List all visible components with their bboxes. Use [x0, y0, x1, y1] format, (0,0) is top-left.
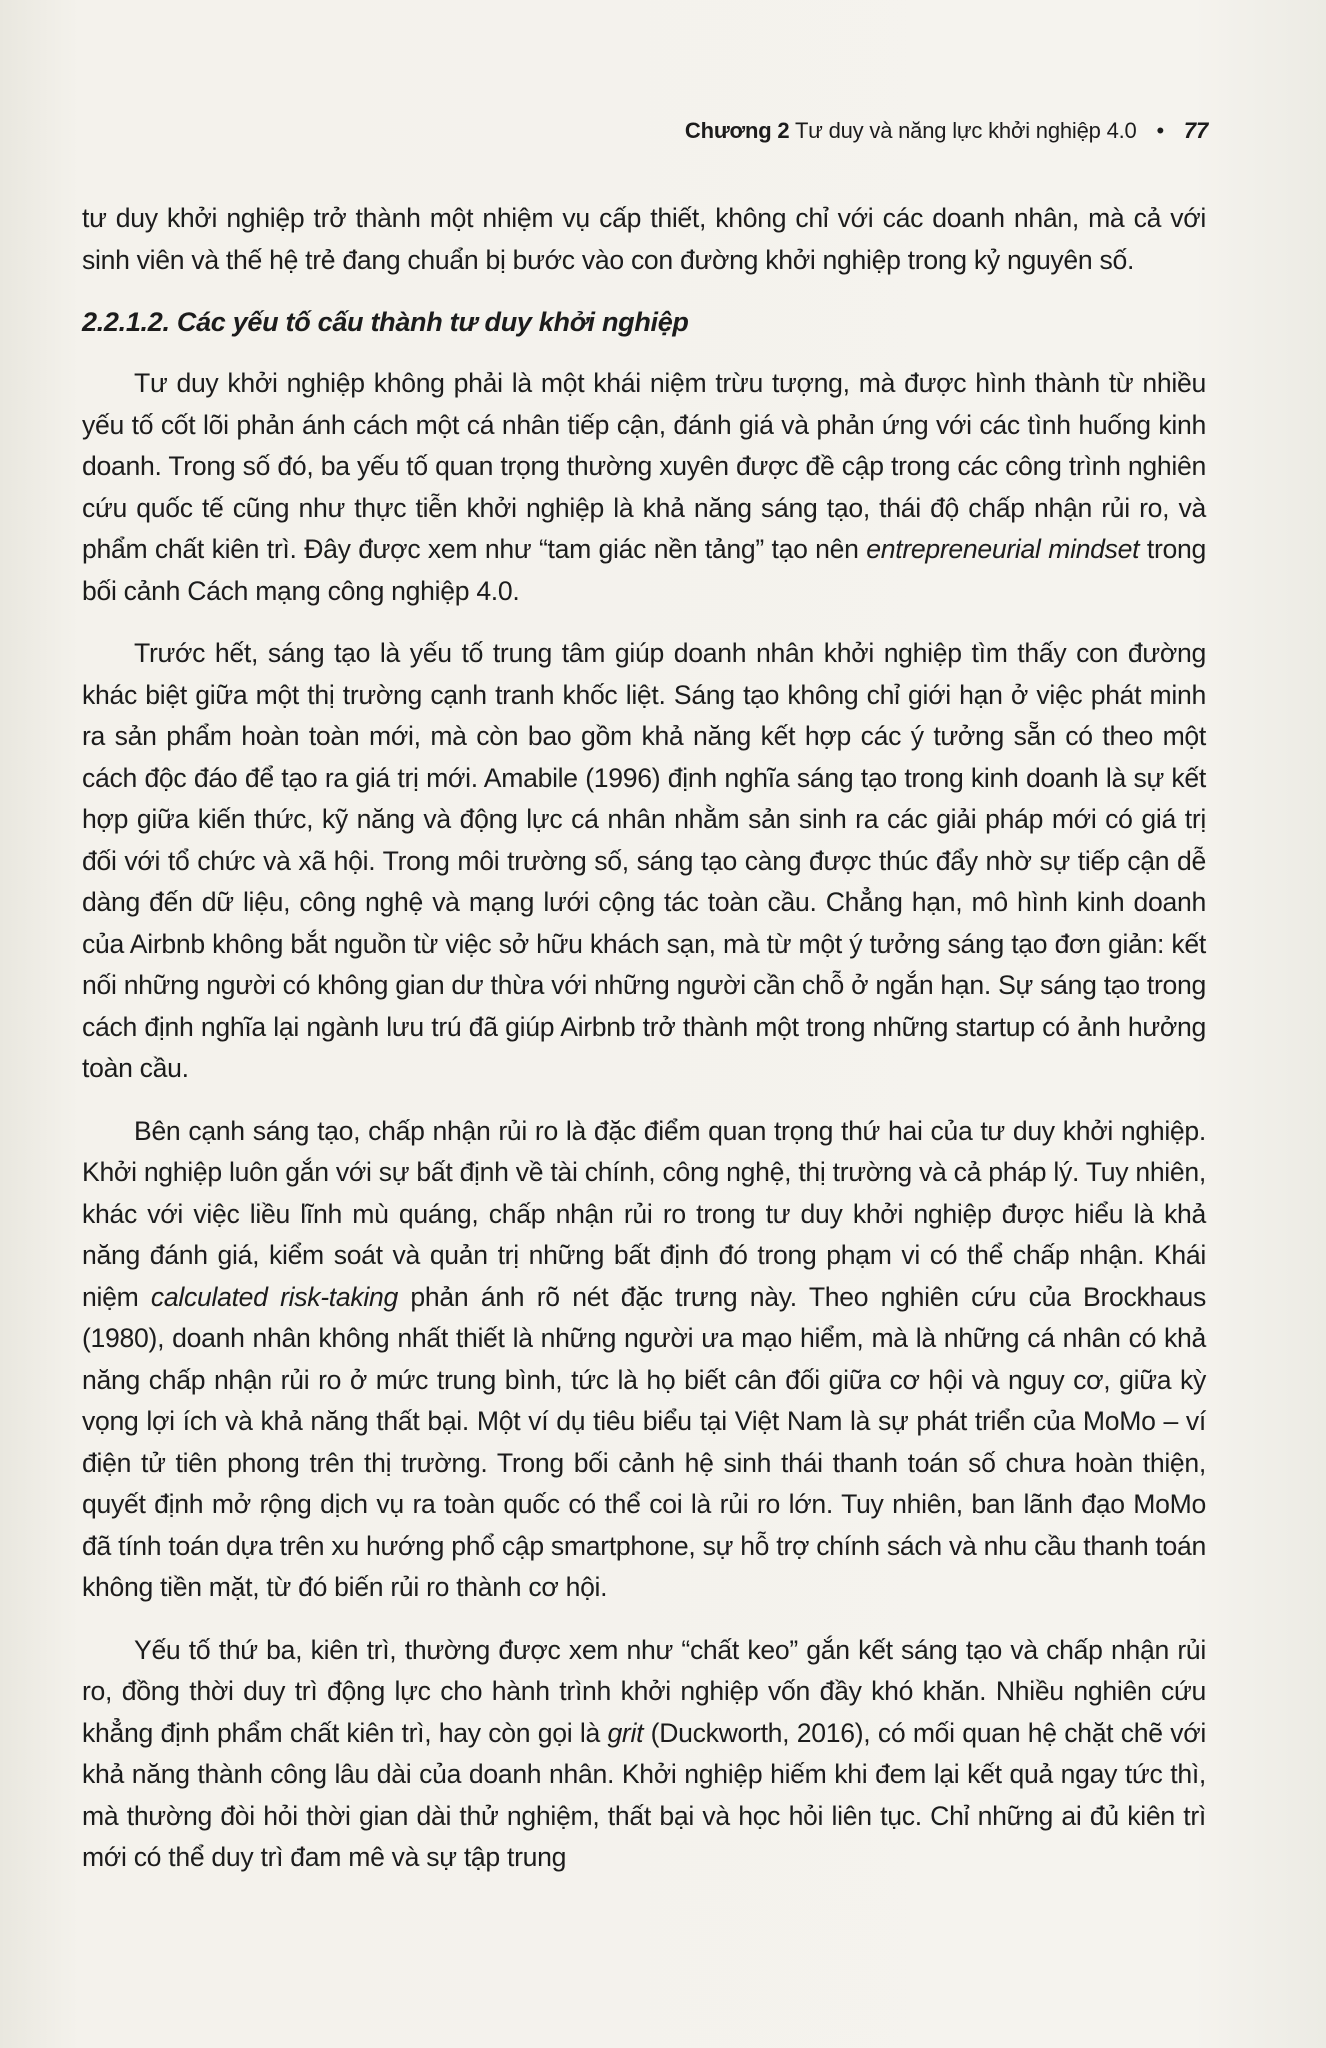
paragraph-text: Tư duy khởi nghiệp không phải là một khái niệm trừu tượng, mà được hình thành từ nhiều yếu tố cốt lõi phản ánh cách một cá nhân tiếp cận, đánh giá và phản ứng với các tình huống kinh doanh. Trong số đó, ba yếu tố quan trọng thường xuyên được đề cập trong các công trình nghiên cứu quốc tế cũng như thực tiễn khởi nghiệp là khả năng sáng tạo, thái độ chấp nhận rủi ro, và phẩm chất kiên trì. Đây được xem như “tam giác nền tảng” tạo nên	[82, 368, 1206, 564]
header-separator: •	[1156, 118, 1164, 143]
page-number: 77	[1183, 118, 1208, 143]
paragraph-text: Yếu tố thứ ba, kiên trì, thường được xem như “chất keo” gắn kết sáng tạo và chấp nhận rủi ro, đồng thời duy trì động lực cho hành trình khởi nghiệp vốn đầy khó khăn. Nhiều nghiên cứu khẳng định phẩm chất kiên trì, hay còn gọi là	[82, 1634, 1206, 1748]
paragraph-text: (Duckworth, 2016), có mối quan hệ chặt chẽ với khả năng thành công lâu dài của doanh nhân. Khởi nghiệp hiếm khi đem lại kết quả ngay tức thì, mà thường đòi hỏi thời gian dài thử nghiệm, thất bại và học hỏi liên tục. Chỉ những ai đủ kiên trì mới có thể duy trì đam mê và sự tập trung	[82, 1717, 1206, 1872]
paragraph-text: Bên cạnh sáng tạo, chấp nhận rủi ro là đặc điểm quan trọng thứ hai của tư duy khởi nghiệp. Khởi nghiệp luôn gắn với sự bất định về tài chính, công nghệ, thị trường và cả pháp lý. Tuy nhiên, khác với việc liều lĩnh mù quáng, chấp nhận rủi ro trong tư duy khởi nghiệp được hiểu là khả năng đánh giá, kiểm soát và quản trị những bất định đó trong phạm vi có thể chấp nhận. Khái niệm	[82, 1115, 1206, 1312]
chapter-label: Chương 2	[684, 118, 790, 143]
italic-term: entrepreneurial mindset	[866, 534, 1140, 564]
paragraph-persistence	[82, 1630, 1206, 1879]
paragraph-text: phản ánh rõ nét đặc trưng này. Theo nghiên cứu của Brockhaus (1980), doanh nhân không nhất thiết là những người ưa mạo hiểm, mà là những cá nhân có khả năng chấp nhận rủi ro ở mức trung bình, tức là họ biết cân đối giữa cơ hội và nguy cơ, giữa kỳ vọng lợi ích và khả năng thất bại. Một ví dụ tiêu biểu tại Việt Nam là sự phát triển của MoMo – ví điện tử tiên phong trên thị trường. Trong bối cảnh hệ sinh thái thanh toán số chưa hoàn thiện, quyết định mở rộng dịch vụ ra toàn quốc có thể coi là rủi ro lớn. Tuy nhiên, ban lãnh đạo MoMo đã tính toán dựa trên xu hướng phổ cập smartphone, sự hỗ trợ chính sách và nhu cầu thanh toán không tiền mặt, từ đó biến rủi ro thành cơ hội.	[82, 1281, 1206, 1602]
paragraph-risk-taking	[82, 1111, 1206, 1609]
body-text	[82, 198, 1206, 1900]
section-heading: 2.2.1.2. Các yếu tố cấu thành tư duy khởi nghiệp	[82, 307, 689, 337]
italic-term: calculated risk-taking	[150, 1281, 398, 1312]
intro-paragraph: tư duy khởi nghiệp trở thành một nhiệm vụ cấp thiết, không chỉ với các doanh nhân, mà cả với sinh viên và thế hệ trẻ đang chuẩn bị bước vào con đường khởi nghiệp trong kỷ nguyên số.	[82, 203, 1206, 275]
running-header	[685, 118, 1208, 144]
paragraph-creativity: Trước hết, sáng tạo là yếu tố trung tâm giúp doanh nhân khởi nghiệp tìm thấy con đường khác biệt giữa một thị trường cạnh tranh khốc liệt. Sáng tạo không chỉ giới hạn ở việc phát minh ra sản phẩm hoàn toàn mới, mà còn bao gồm khả năng kết hợp các ý tưởng sẵn có theo một cách độc đáo để tạo ra giá trị mới. Amabile (1996) định nghĩa sáng tạo trong kinh doanh là sự kết hợp giữa kiến thức, kỹ năng và động lực cá nhân nhằm sản sinh ra các giải pháp mới có giá trị đối với tổ chức và xã hội. Trong môi trường số, sáng tạo càng được thúc đẩy nhờ sự tiếp cận dễ dàng đến dữ liệu, công nghệ và mạng lưới cộng tác toàn cầu. Chẳng hạn, mô hình kinh doanh của Airbnb không bắt nguồn từ việc sở hữu khách sạn, mà từ một ý tưởng sáng tạo đơn giản: kết nối những người có không gian dư thừa với những người cần chỗ ở ngắn hạn. Sự sáng tạo trong cách định nghĩa lại ngành lưu trú đã giúp Airbnb trở thành một trong những startup có ảnh hưởng toàn cầu.	[82, 638, 1206, 1083]
paragraph-mindset-definition	[82, 363, 1206, 612]
chapter-title: Tư duy và năng lực khởi nghiệp 4.0	[794, 118, 1137, 143]
italic-term: grit	[607, 1717, 644, 1748]
paragraph-text: trong bối cảnh Cách mạng công nghiệp 4.0.	[82, 534, 1206, 606]
